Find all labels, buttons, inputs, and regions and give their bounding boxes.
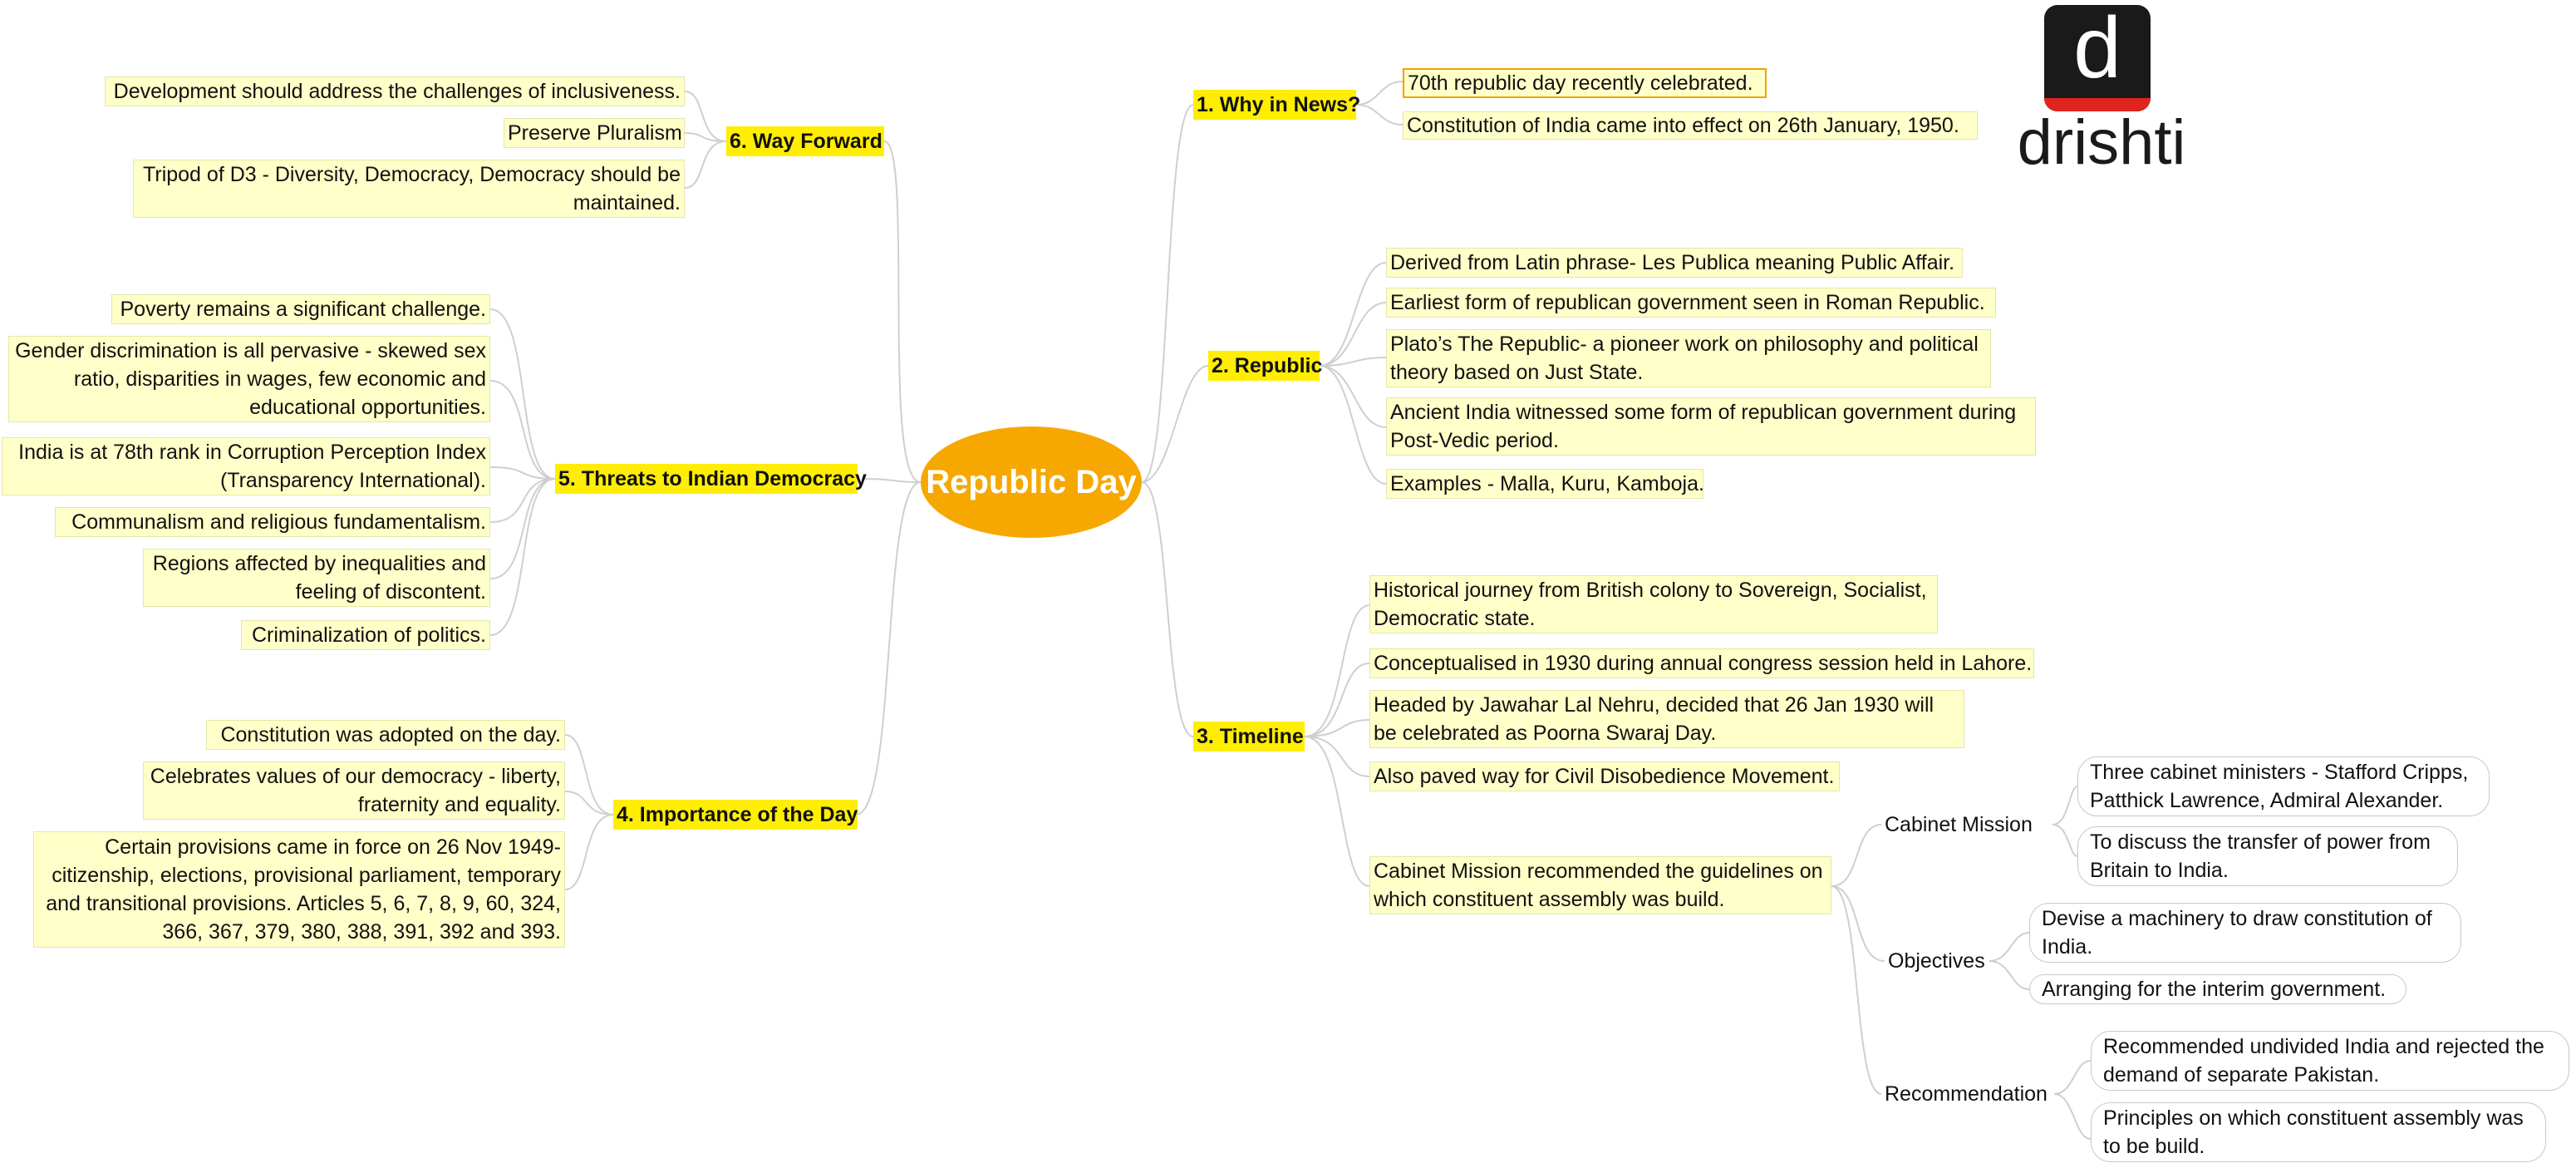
topic-why-in-news[interactable]: 1. Why in News? — [1193, 90, 1356, 120]
why-in-news-item[interactable]: Constitution of India came into effect on 26th January, 1950. — [1403, 111, 1978, 140]
way-forward-item[interactable]: Development should address the challenges of inclusiveness. — [105, 76, 685, 106]
republic-item[interactable]: Examples - Malla, Kuru, Kamboja. — [1386, 469, 1703, 499]
republic-item[interactable]: Derived from Latin phrase- Les Publica meaning Public Affair. — [1386, 248, 1963, 278]
recommendation-item[interactable]: Recommended undivided India and rejected the demand of separate Pakistan. — [2091, 1031, 2569, 1091]
importance-item[interactable]: Constitution was adopted on the day. — [206, 720, 565, 750]
timeline-item[interactable]: Cabinet Mission recommended the guidelines on which constituent assembly was build. — [1369, 856, 1831, 914]
objectives-item[interactable]: Devise a machinery to draw constitution of India. — [2029, 903, 2461, 963]
timeline-item[interactable]: Historical journey from British colony to Sovereign, Socialist, Democratic state. — [1369, 575, 1938, 633]
cabinet-mission-node[interactable]: Cabinet Mission — [1881, 810, 2052, 840]
recommendation-item[interactable]: Principles on which constituent assembly was to be build. — [2091, 1102, 2546, 1162]
threat-item[interactable]: India is at 78th rank in Corruption Perception Index (Transparency International). — [2, 437, 490, 495]
threat-item[interactable]: Regions affected by inequalities and feeling of discontent. — [143, 549, 490, 607]
way-forward-item[interactable]: Tripod of D3 - Diversity, Democracy, Democracy should be maintained. — [133, 160, 685, 218]
timeline-item[interactable]: Headed by Jawahar Lal Nehru, decided that 26 Jan 1930 will be celebrated as Poorna Swaraj Day. — [1369, 690, 1964, 748]
central-topic[interactable]: Republic Day — [921, 426, 1142, 538]
topic-way-forward[interactable]: 6. Way Forward — [726, 126, 884, 156]
timeline-item[interactable]: Conceptualised in 1930 during annual congress session held in Lahore. — [1369, 648, 2034, 678]
why-in-news-item[interactable]: 70th republic day recently celebrated. — [1403, 68, 1767, 98]
topic-importance[interactable]: 4. Importance of the Day — [613, 800, 858, 830]
republic-item[interactable]: Plato’s The Republic- a pioneer work on philosophy and political theory based on Just State. — [1386, 329, 1991, 387]
republic-item[interactable]: Ancient India witnessed some form of republican government during Post-Vedic period. — [1386, 397, 2036, 456]
drishti-logo-icon: d — [2044, 5, 2151, 111]
cabinet-mission-item[interactable]: Three cabinet ministers - Stafford Cripps, Patthick Lawrence, Admiral Alexander. — [2077, 756, 2490, 816]
timeline-item[interactable]: Also paved way for Civil Disobedience Movement. — [1369, 761, 1840, 791]
threat-item[interactable]: Communalism and religious fundamentalism. — [55, 507, 490, 537]
importance-item[interactable]: Celebrates values of our democracy - liberty, fraternity and equality. — [143, 761, 565, 820]
drishti-logo — [2009, 0, 2194, 185]
cabinet-mission-item[interactable]: To discuss the transfer of power from Britain to India. — [2077, 826, 2458, 886]
topic-republic[interactable]: 2. Republic — [1208, 351, 1320, 381]
way-forward-item[interactable]: Preserve Pluralism — [504, 118, 685, 148]
topic-timeline[interactable]: 3. Timeline — [1193, 722, 1305, 752]
threat-item[interactable]: Criminalization of politics. — [241, 620, 490, 650]
threat-item[interactable]: Poverty remains a significant challenge. — [111, 294, 490, 324]
logo-wordmark: drishti — [2017, 107, 2186, 178]
objectives-node[interactable]: Objectives — [1885, 946, 1989, 976]
objectives-item[interactable]: Arranging for the interim government. — [2029, 974, 2406, 1004]
topic-threats[interactable]: 5. Threats to Indian Democracy — [555, 464, 858, 494]
recommendation-node[interactable]: Recommendation — [1881, 1079, 2054, 1109]
threat-item[interactable]: Gender discrimination is all pervasive - skewed sex ratio, disparities in wages, few economic and educational opportunities. — [8, 336, 490, 422]
republic-item[interactable]: Earliest form of republican government seen in Roman Republic. — [1386, 288, 1996, 318]
importance-item[interactable]: Certain provisions came in force on 26 Nov 1949- citizenship, elections, provisional parliament, temporary and transitional provisions. Articles 5, 6, 7, 8, 9, 60, 324, 366, 367, 379, 380, 388, 391, 392 and 393. — [33, 831, 565, 948]
